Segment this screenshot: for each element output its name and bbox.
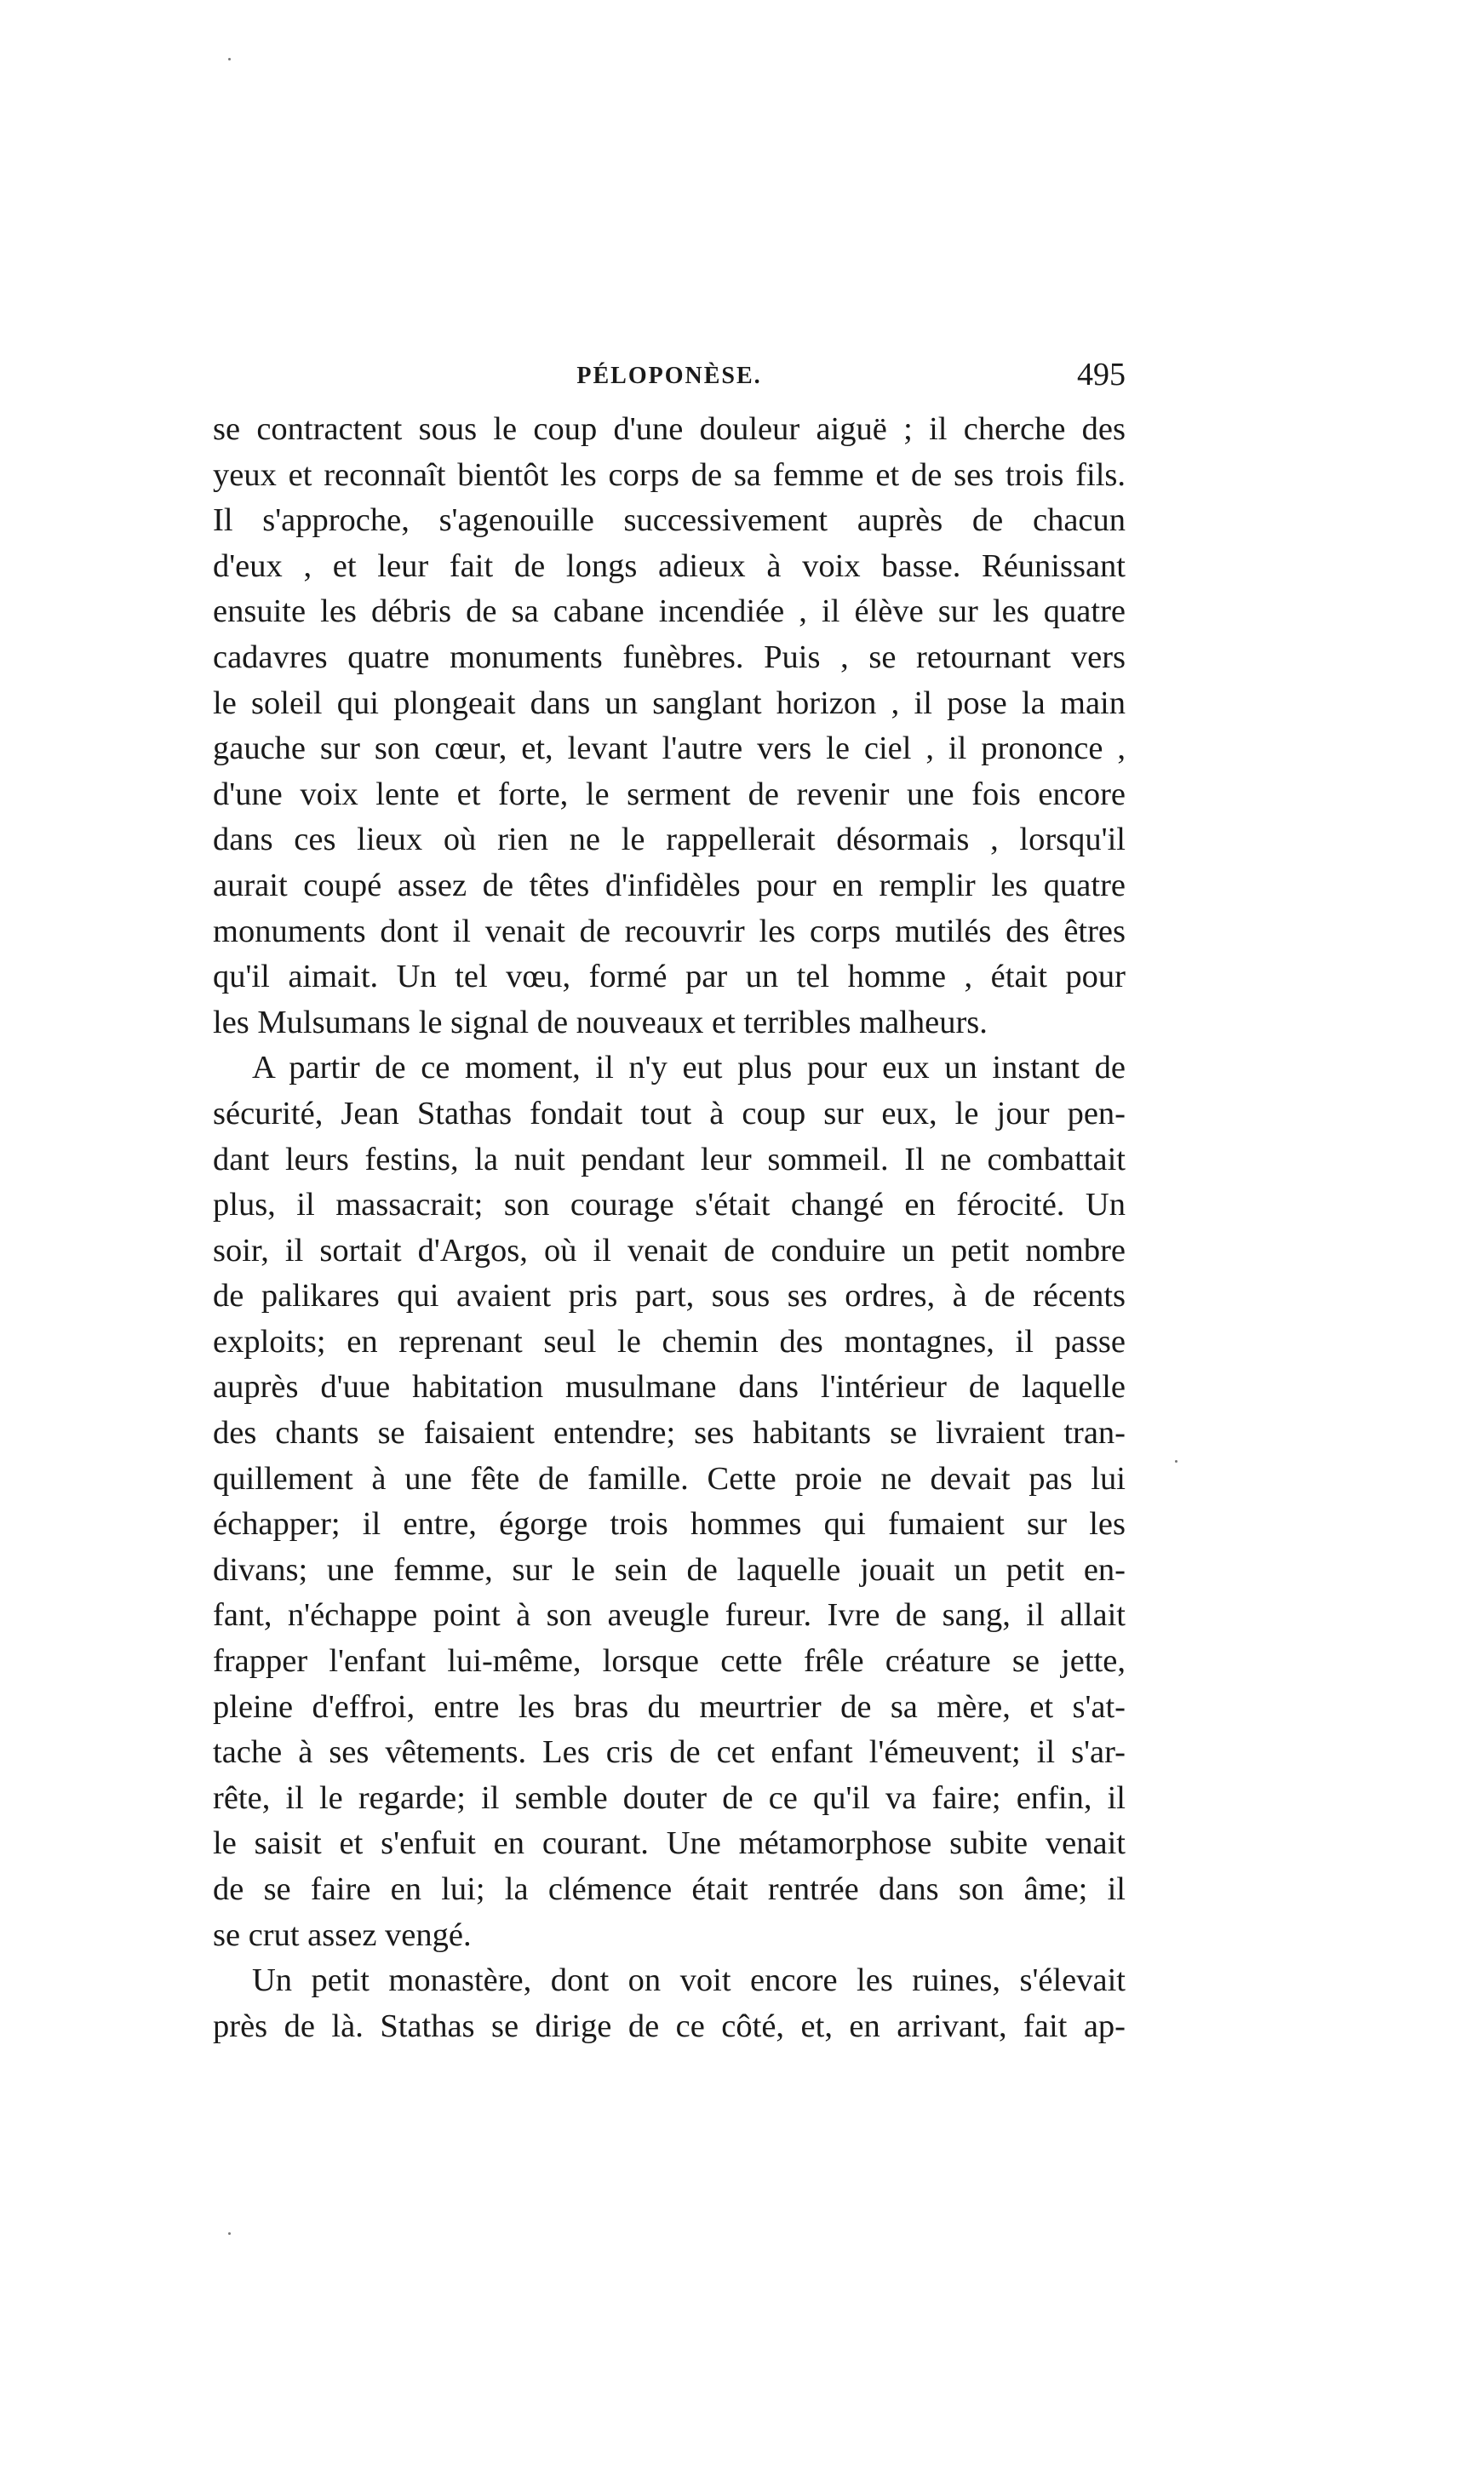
text-line: ensuite les débris de sa cabane incendiée , il élève sur les quatre [213,593,1126,630]
text-line: dant leurs festins, la nuit pendant leur sommeil. Il ne combattait [213,1141,1126,1177]
text-line: se crut assez vengé. [213,1916,472,1953]
text-line: Un petit monastère, dont on voit encore les ruines, s'élevait [252,1962,1126,1999]
text-line: quillement à une fête de famille. Cette proie ne devait pas lui [213,1460,1126,1497]
body-text [213,407,1126,2049]
text-line: tache à ses vêtements. Les cris de cet enfant l'émeuvent; il s'ar- [213,1734,1126,1771]
text-line: cadavres quatre monuments funèbres. Puis , se retournant vers [213,639,1126,675]
text-line: auprès d'uue habitation musulmane dans l'intérieur de laquelle [213,1369,1126,1406]
text-line: frapper l'enfant lui-même, lorsque cette frêle créature se jette, [213,1643,1126,1680]
text-line: qu'il aimait. Un tel vœu, formé par un tel homme , était pour [213,959,1126,995]
paragraph [213,1045,1126,1958]
text-line: dans ces lieux où rien ne le rappellerait désormais , lorsqu'il [213,822,1126,858]
text-line: plus, il massacrait; son courage s'était changé en férocité. Un [213,1187,1126,1223]
text-line: fant, n'échappe point à son aveugle fureur. Ivre de sang, il allait [213,1597,1126,1634]
text-line: soir, il sortait d'Argos, où il venait de conduire un petit nombre [213,1232,1126,1269]
text-line: le soleil qui plongeait dans un sanglant horizon , il pose la main [213,685,1126,721]
paragraph [213,407,1126,1045]
scan-speck [228,58,231,60]
text-line: monuments dont il venait de recouvrir les corps mutilés des êtres [213,913,1126,949]
text-line: sécurité, Jean Stathas fondait tout à coup sur eux, le jour pen- [213,1095,1126,1131]
text-line: de palikares qui avaient pris part, sous ses ordres, à de récents [213,1278,1126,1315]
text-line: pleine d'effroi, entre les bras du meurtrier de sa mère, et s'at- [213,1688,1126,1725]
page-number: 495 [1077,357,1126,392]
text-line: se contractent sous le coup d'une douleur aiguë ; il cherche des [213,411,1126,447]
text-line: échapper; il entre, égorge trois hommes qui fumaient sur les [213,1506,1126,1543]
paragraph [213,1958,1126,2049]
text-line: gauche sur son cœur, et, levant l'autre vers le ciel , il prononce , [213,730,1126,767]
text-line: exploits; en reprenant seul le chemin des montagnes, il passe [213,1323,1126,1360]
text-line: de se faire en lui; la clémence était rentrée dans son âme; il [213,1871,1126,1907]
text-line: divans; une femme, sur le sein de laquelle jouait un petit en- [213,1551,1126,1588]
text-line: aurait coupé assez de têtes d'infidèles pour en remplir les quatre [213,867,1126,903]
text-line: rête, il le regarde; il semble douter de ce qu'il va faire; enfin, il [213,1779,1126,1816]
page-header [213,356,1126,407]
text-line: d'eux , et leur fait de longs adieux à voix basse. Réunissant [213,547,1126,584]
text-line: Il s'approche, s'agenouille successivement auprès de chacun [213,502,1126,539]
text-line: yeux et reconnaît bientôt les corps de sa femme et de ses trois fils. [213,456,1126,493]
text-line: le saisit et s'enfuit en courant. Une métamorphose subite venait [213,1825,1126,1862]
text-line: A partir de ce moment, il n'y eut plus pour eux un instant de [252,1050,1126,1086]
text-line: près de là. Stathas se dirige de ce côté, et, en arrivant, fait ap- [213,2008,1126,2044]
text-line: d'une voix lente et forte, le serment de revenir une fois encore [213,776,1126,812]
running-title: PÉLOPONÈSE. [576,363,762,389]
scan-speck [1175,1460,1177,1463]
scan-speck [228,2232,231,2235]
text-line: les Mulsumans le signal de nouveaux et terribles malheurs. [213,1004,988,1040]
text-line: des chants se faisaient entendre; ses habitants se livraient tran- [213,1415,1126,1452]
